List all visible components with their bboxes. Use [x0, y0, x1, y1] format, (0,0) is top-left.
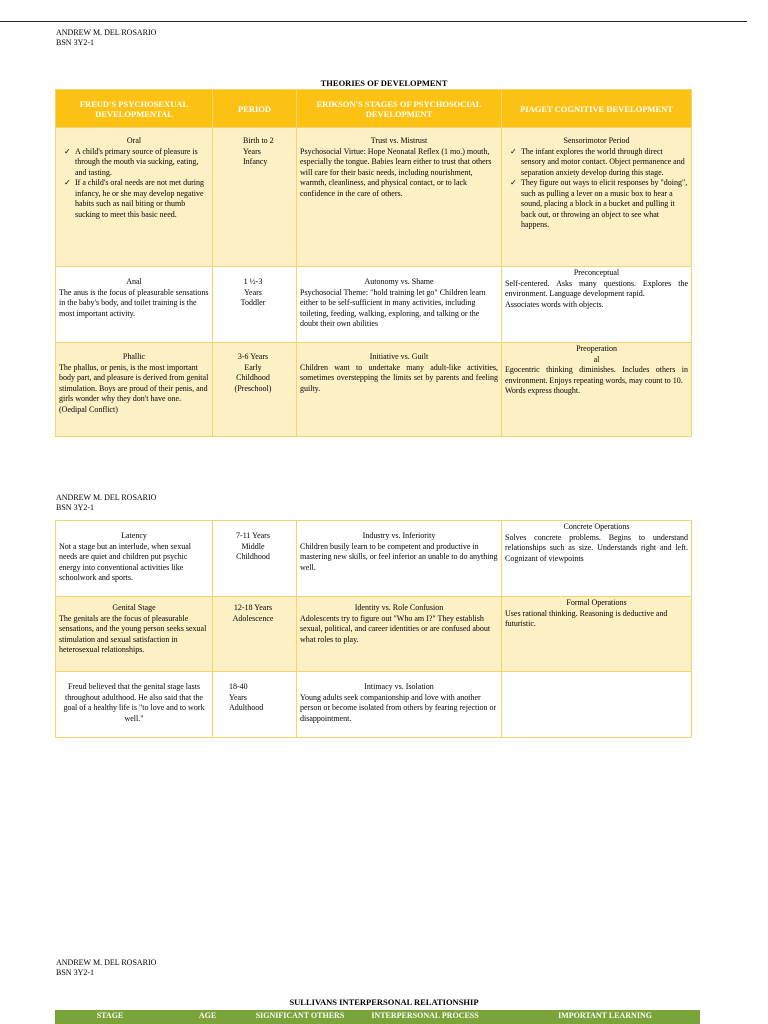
stage-title: Genital Stage: [112, 603, 156, 612]
author-section: BSN 3Y2-1: [56, 968, 95, 977]
period-cell: [213, 128, 297, 267]
table-row-latency: [56, 521, 692, 597]
document-title: THEORIES OF DEVELOPMENT: [320, 78, 448, 88]
period-line: 7-11 Years: [236, 531, 270, 540]
piaget-cell: [502, 597, 692, 672]
top-rule: [0, 21, 747, 22]
period-line: Toddler: [240, 298, 266, 307]
stage-text: Young adults seek companionship and love with another person or become isolated from others by fearing rejection or disappointment.: [300, 692, 497, 723]
stage-title: Phallic: [122, 352, 146, 361]
stage-title: Initiative vs. Guilt: [369, 352, 429, 361]
stage-title: Anal: [126, 277, 142, 286]
period-cell: [213, 597, 297, 672]
stage-text: Psychosocial Theme: "hold training let go" Children learn either to be self-sufficient in many activities, including toileting, feeding, walking, exploring, and talking or the doubt their own abilities: [300, 287, 486, 328]
author-block-1: [56, 28, 156, 48]
piaget-cell: [502, 128, 692, 267]
sullivan-header-significant-others: SIGNIFICANT OTHERS: [255, 1011, 345, 1020]
author-section: BSN 3Y2-1: [56, 503, 95, 512]
sullivan-header-row: [55, 1010, 700, 1024]
stage-title: Industry vs. Inferiority: [362, 531, 436, 540]
stage-text: Words express thought.: [505, 386, 581, 395]
header-period: PERIOD: [213, 90, 297, 128]
period-line: Years: [229, 692, 247, 702]
stage-title: Preconceptual: [573, 268, 620, 277]
freud-cell: [56, 128, 213, 267]
stage-title: Trust vs. Mistrust: [370, 136, 428, 145]
stage-title: Preoperation: [576, 344, 617, 353]
sullivan-header-important-learning: IMPORTANT LEARNING: [558, 1011, 652, 1020]
stage-text: Freud believed that the genital stage lasts throughout adulthood. He also said that the goal of a healthy life is "to love and to work well.": [63, 682, 205, 723]
erikson-cell: [297, 597, 502, 672]
stage-text: Children want to undertake many adult-like activities, sometimes overstepping the limits set by parents and feeling guilty.: [300, 362, 498, 393]
freud-list: [59, 147, 209, 221]
freud-cell: [56, 672, 213, 738]
author-name: ANDREW M. DEL ROSARIO: [56, 493, 157, 502]
table-row-oral: [56, 128, 692, 267]
period-line: Birth to 2: [243, 136, 274, 145]
stage-text: Solves concrete problems. Begins to understand relationships such as size. Understands right and left. Cognizant of viewpoints: [505, 532, 688, 563]
period-cell: [213, 343, 297, 437]
erikson-cell: [297, 267, 502, 343]
freud-cell: [56, 343, 213, 437]
table-row-genital: [56, 597, 692, 672]
piaget-cell: [502, 343, 692, 437]
period-line: Years: [243, 146, 261, 156]
erikson-cell: [297, 521, 502, 597]
period-cell: [213, 267, 297, 343]
stage-title: Oral: [126, 136, 142, 145]
period-line: Infancy: [243, 157, 268, 166]
sullivan-header-stage: STAGE: [96, 1011, 124, 1020]
period-line: Childhood: [236, 552, 270, 561]
period-line: 3-6 Years: [237, 352, 269, 361]
period-line: Childhood: [236, 373, 270, 382]
stage-title: Formal Operations: [566, 598, 627, 607]
header-freud: FREUD'S PSYCHOSEXUAL DEVELOPMENTAL: [56, 90, 213, 128]
author-block-3: [56, 958, 156, 978]
period-cell: [213, 672, 297, 738]
stage-title: Intimacy vs. Isolation: [364, 682, 434, 691]
period-line: Early: [244, 362, 262, 372]
list-item: ✓ A child's primary source of pleasure is through the mouth via sucking, eating, and tasting.: [75, 147, 209, 179]
author-block-2: [56, 493, 156, 513]
stage-title: al: [593, 354, 600, 364]
piaget-cell: [502, 267, 692, 343]
stage-text: Egocentric thinking diminishes. Includes others in environment. Enjoys repeating words, may count to 10.: [505, 365, 688, 385]
piaget-list: [505, 147, 688, 231]
stage-text: Children busily learn to be competent and productive in mastering new skills, or feel inferior an unable to do anything well.: [300, 541, 498, 572]
stage-text: The genitals are the focus of pleasurable sensations, and the young person seeks sexual stimulation and sexual satisfaction in heterosexual relationships.: [59, 613, 207, 654]
stage-title: Concrete Operations: [563, 522, 630, 531]
sullivan-header-interpersonal-process: INTERPERSONAL PROCESS: [371, 1011, 479, 1020]
stage-title: Identity vs. Role Confusion: [354, 603, 444, 612]
author-name: ANDREW M. DEL ROSARIO: [56, 28, 157, 37]
piaget-cell: [502, 521, 692, 597]
table-row-phallic: [56, 343, 692, 437]
erikson-cell: [297, 128, 502, 267]
stage-title: Autonomy vs. Shame: [364, 277, 434, 286]
period-line: 1 ½-3: [243, 277, 263, 286]
stage-text: Associates words with objects.: [505, 299, 604, 309]
stage-text: The phallus, or penis, is the most important body part, and pleasure is derived from genital stimulation. Boys are proud of their penis, and girls wonder why they don't have one.: [59, 362, 209, 403]
author-section: BSN 3Y2-1: [56, 38, 95, 47]
development-table-continued: [55, 520, 692, 738]
period-line: Adolescence: [232, 613, 274, 623]
erikson-cell: [297, 672, 502, 738]
period-cell: [213, 521, 297, 597]
stage-note: (Oedipal Conflict): [59, 404, 118, 414]
period-line: (Preschool): [234, 383, 272, 393]
period-line: Adulthood: [229, 703, 264, 712]
stage-text: Uses rational thinking. Reasoning is deductive and futuristic.: [505, 608, 668, 628]
piaget-cell: [502, 672, 692, 738]
period-line: Years: [244, 287, 262, 297]
header-piaget: PIAGET COGNITIVE DEVELOPMENT: [502, 90, 692, 128]
development-table: [55, 89, 692, 437]
list-item: ✓ If a child's oral needs are not met during infancy, he or she may develop negative habits such as nail biting or thumb sucking to meet this basic need.: [75, 178, 209, 220]
sullivan-title: SULLIVANS INTERPERSONAL RELATIONSHIP: [289, 997, 479, 1007]
table-header-row: [56, 90, 692, 128]
table-row-anal: [56, 267, 692, 343]
freud-cell: [56, 521, 213, 597]
stage-title: Sensorimotor Period: [563, 136, 630, 145]
author-name: ANDREW M. DEL ROSARIO: [56, 958, 157, 967]
sullivan-header-age: AGE: [198, 1011, 217, 1020]
stage-text: Adolescents try to figure out "Who am I?" They establish sexual, political, and career identities or are confused about what roles to play.: [300, 613, 491, 644]
freud-cell: [56, 597, 213, 672]
stage-title: Latency: [121, 531, 147, 540]
list-item: ✓ They figure out ways to elicit responses by "doing", such as pulling a lever on a music box to hear a sound, placing a block in a bucket and pulling it back out, or throwing an object to see what happens.: [521, 178, 688, 231]
stage-text: The anus is the focus of pleasurable sensations in the baby's body, and toilet training is the most important activity.: [59, 287, 209, 318]
list-item: ✓ The infant explores the world through direct sensory and motor contact. Object permanence and separation anxiety develop during this stage.: [521, 147, 688, 179]
period-line: 18-40: [229, 682, 248, 691]
erikson-cell: [297, 343, 502, 437]
table-row-adulthood: [56, 672, 692, 738]
period-line: Middle: [241, 541, 265, 551]
stage-text: Not a stage but an interlude, when sexual needs are quiet and children put psychic energy into conventional activities like schoolwork and sports.: [59, 541, 191, 582]
stage-text: Psychosocial Virtue: Hope Neonatal Reflex (1 mo.) mouth, especially the tongue. Babies learn either to trust that others will care for their basic needs, including nourishment, warmth, cleanliness, and physical contact, or to lack confidence in the care of others.: [300, 146, 492, 198]
stage-text: Self-centered. Asks many questions. Explores the environment. Language development rapid.: [505, 278, 688, 298]
freud-cell: [56, 267, 213, 343]
period-line: 12-18 Years: [233, 603, 273, 612]
header-erikson: ERIKSON'S STAGES OF PSYCHOSOCIAL DEVELOPMENT: [297, 90, 502, 128]
